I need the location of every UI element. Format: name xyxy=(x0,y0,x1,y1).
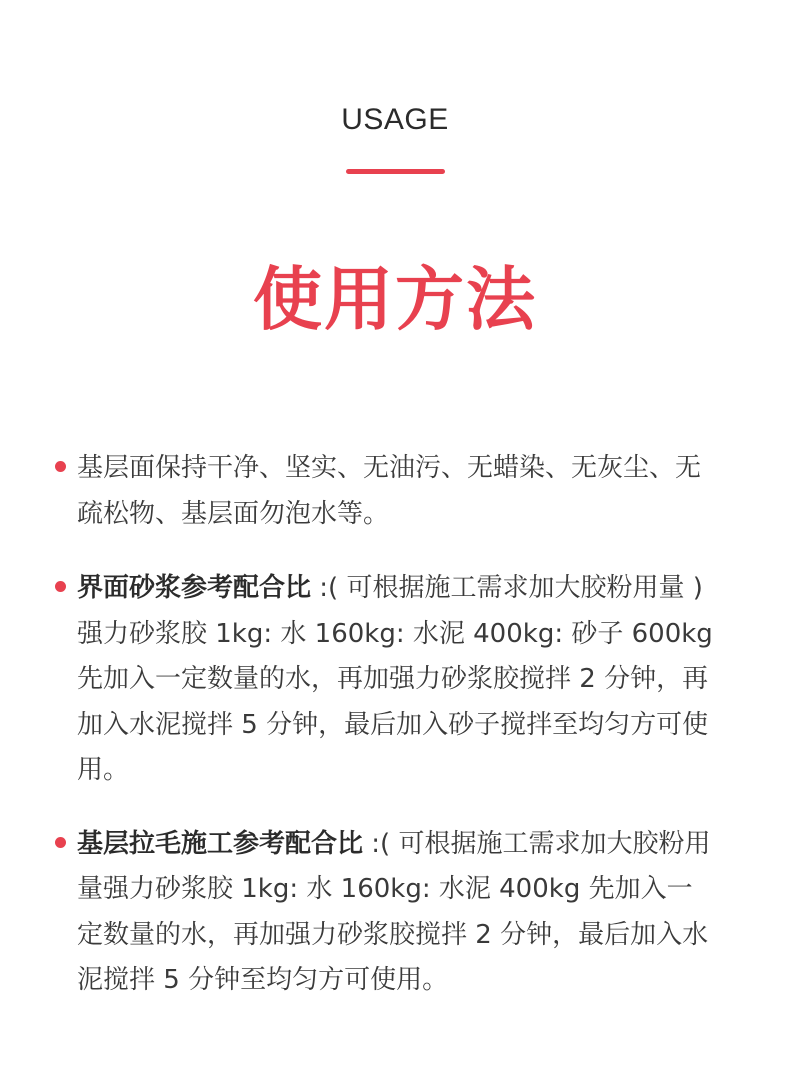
page-title: 使用方法 xyxy=(253,260,537,340)
list-item xyxy=(0,446,717,537)
usage-instructions-list xyxy=(0,446,790,1028)
list-item-text: 基层面保持干净、坚实、无油污、无蜡染、无灰尘、无疏松物、基层面勿泡水等。 xyxy=(77,453,702,529)
list-item xyxy=(0,566,717,794)
list-item-text: :( 可根据施工需求加大胶粉用量强力砂浆胶 1kg: 水 160kg: 水泥 400kg 先加入一定数量的水，再加强力砂浆胶搅拌 2 分钟，最后加入水泥搅拌 5 分钟至均匀方可使用。 xyxy=(77,828,711,995)
list-item xyxy=(0,822,717,1004)
bullet-dot-icon xyxy=(55,461,66,472)
title-underline xyxy=(346,169,445,174)
list-item-text: :( 可根据施工需求加大胶粉用量 ) 强力砂浆胶 1kg: 水 160kg: 水泥 400kg: 砂子 600kg 先加入一定数量的水，再加强力砂浆胶搅拌 2 分钟，再加入水泥搅拌 5 分钟，最后加入砂子搅拌至均匀方可使用。 xyxy=(77,573,713,785)
bullet-dot-icon xyxy=(55,581,66,592)
list-item-heading: 基层拉毛施工参考配合比 xyxy=(77,828,364,859)
bullet-dot-icon xyxy=(55,837,66,848)
usage-label: USAGE xyxy=(341,103,449,136)
list-item-heading: 界面砂浆参考配合比 xyxy=(77,573,312,603)
